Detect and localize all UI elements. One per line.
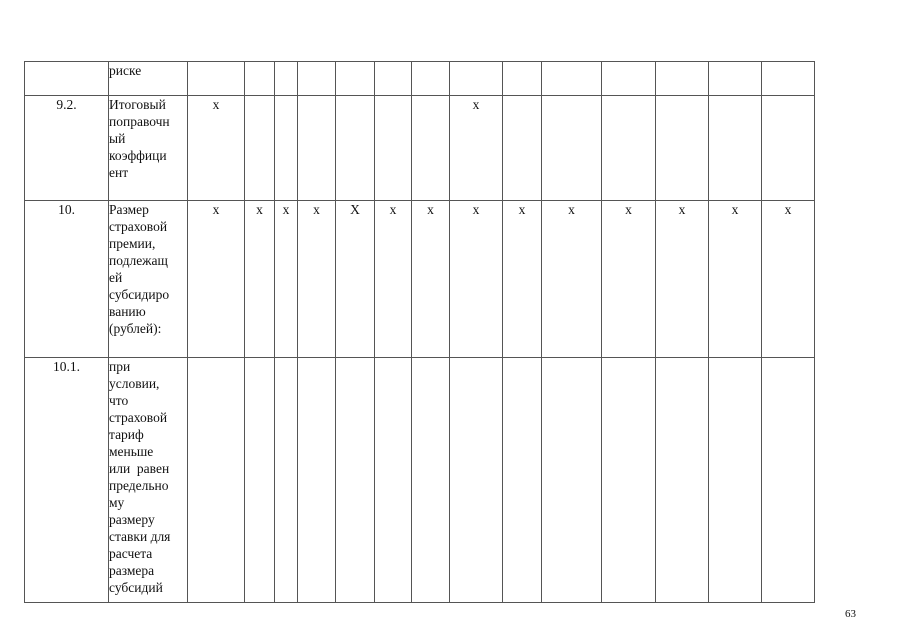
subsidy-table: [24, 61, 815, 603]
mark-cell: [336, 96, 375, 201]
mark-cell: [412, 96, 450, 201]
mark-cell: x: [709, 201, 762, 358]
row-description-cell: [109, 62, 188, 96]
mark-cell: [542, 358, 602, 603]
description-line: что: [109, 393, 129, 408]
mark-cell: x: [298, 201, 336, 358]
description-line: ванию: [109, 304, 146, 319]
mark-cell: [298, 96, 336, 201]
mark-cell: x: [188, 201, 245, 358]
description-line: (рублей):: [109, 321, 162, 336]
row-description-cell: [109, 201, 188, 358]
mark-cell: [709, 62, 762, 96]
row-description-cell: [109, 96, 188, 201]
mark-cell: x: [188, 96, 245, 201]
mark-cell: [542, 62, 602, 96]
description-line: размера: [109, 563, 155, 578]
row-number-cell: 10.1.: [25, 358, 109, 603]
mark-cell: [412, 62, 450, 96]
table-row: [25, 62, 815, 96]
mark-cell: x: [602, 201, 656, 358]
description-line: страховой: [109, 219, 168, 234]
mark-cell: [762, 62, 815, 96]
description-line: при: [109, 359, 131, 374]
description-line: тариф: [109, 427, 144, 442]
mark-cell: [450, 62, 503, 96]
description-line: подлежащ: [109, 253, 168, 268]
mark-cell: [602, 358, 656, 603]
mark-cell: [188, 358, 245, 603]
mark-cell: x: [542, 201, 602, 358]
mark-cell: [188, 62, 245, 96]
mark-cell: [503, 358, 542, 603]
mark-cell: [542, 96, 602, 201]
mark-cell: [656, 62, 709, 96]
table-row: [25, 358, 815, 603]
description-line: ент: [109, 165, 129, 180]
mark-cell: [412, 358, 450, 603]
description-line: субсидиро: [109, 287, 170, 302]
description-line: ставки для: [109, 529, 171, 544]
description-line: коэффици: [109, 148, 167, 163]
mark-cell: [450, 358, 503, 603]
mark-cell: [656, 358, 709, 603]
description-line: му: [109, 495, 125, 510]
mark-cell: x: [450, 96, 503, 201]
mark-cell: [375, 62, 412, 96]
row-number-cell: [25, 62, 109, 96]
mark-cell: x: [412, 201, 450, 358]
description-line: условии,: [109, 376, 160, 391]
row-number-cell: 10.: [25, 201, 109, 358]
mark-cell: [298, 62, 336, 96]
mark-cell: [275, 62, 298, 96]
mark-cell: x: [245, 201, 275, 358]
mark-cell: [298, 358, 336, 603]
description-line: предельно: [109, 478, 169, 493]
mark-cell: [503, 96, 542, 201]
description-line: меньше: [109, 444, 154, 459]
table-row: [25, 96, 815, 201]
mark-cell: x: [656, 201, 709, 358]
page-number: 63: [845, 608, 856, 620]
mark-cell: x: [375, 201, 412, 358]
mark-cell: [245, 358, 275, 603]
mark-cell: [602, 62, 656, 96]
mark-cell: [762, 96, 815, 201]
mark-cell: [336, 358, 375, 603]
row-number-cell: 9.2.: [25, 96, 109, 201]
mark-cell: [275, 96, 298, 201]
description-line: поправочн: [109, 114, 170, 129]
description-line: расчета: [109, 546, 153, 561]
mark-cell: X: [336, 201, 375, 358]
description-line: или равен: [109, 461, 170, 476]
row-description-cell: [109, 358, 188, 603]
mark-cell: [375, 96, 412, 201]
mark-cell: [245, 62, 275, 96]
mark-cell: x: [275, 201, 298, 358]
table-row: [25, 201, 815, 358]
mark-cell: [709, 358, 762, 603]
mark-cell: [762, 358, 815, 603]
mark-cell: [656, 96, 709, 201]
description-line: премии,: [109, 236, 156, 251]
mark-cell: [602, 96, 656, 201]
description-line: ей: [109, 270, 123, 285]
description-line: Итоговый: [109, 97, 166, 112]
mark-cell: x: [450, 201, 503, 358]
description-line: размеру: [109, 512, 155, 527]
mark-cell: [275, 358, 298, 603]
description-line: субсидий: [109, 580, 163, 595]
mark-cell: [503, 62, 542, 96]
mark-cell: x: [762, 201, 815, 358]
mark-cell: x: [503, 201, 542, 358]
mark-cell: [709, 96, 762, 201]
description-line: страховой: [109, 410, 168, 425]
mark-cell: [336, 62, 375, 96]
description-line: Размер: [109, 202, 149, 217]
mark-cell: [245, 96, 275, 201]
description-line: риске: [109, 63, 142, 78]
mark-cell: [375, 358, 412, 603]
table-body: [25, 62, 815, 603]
description-line: ый: [109, 131, 126, 146]
